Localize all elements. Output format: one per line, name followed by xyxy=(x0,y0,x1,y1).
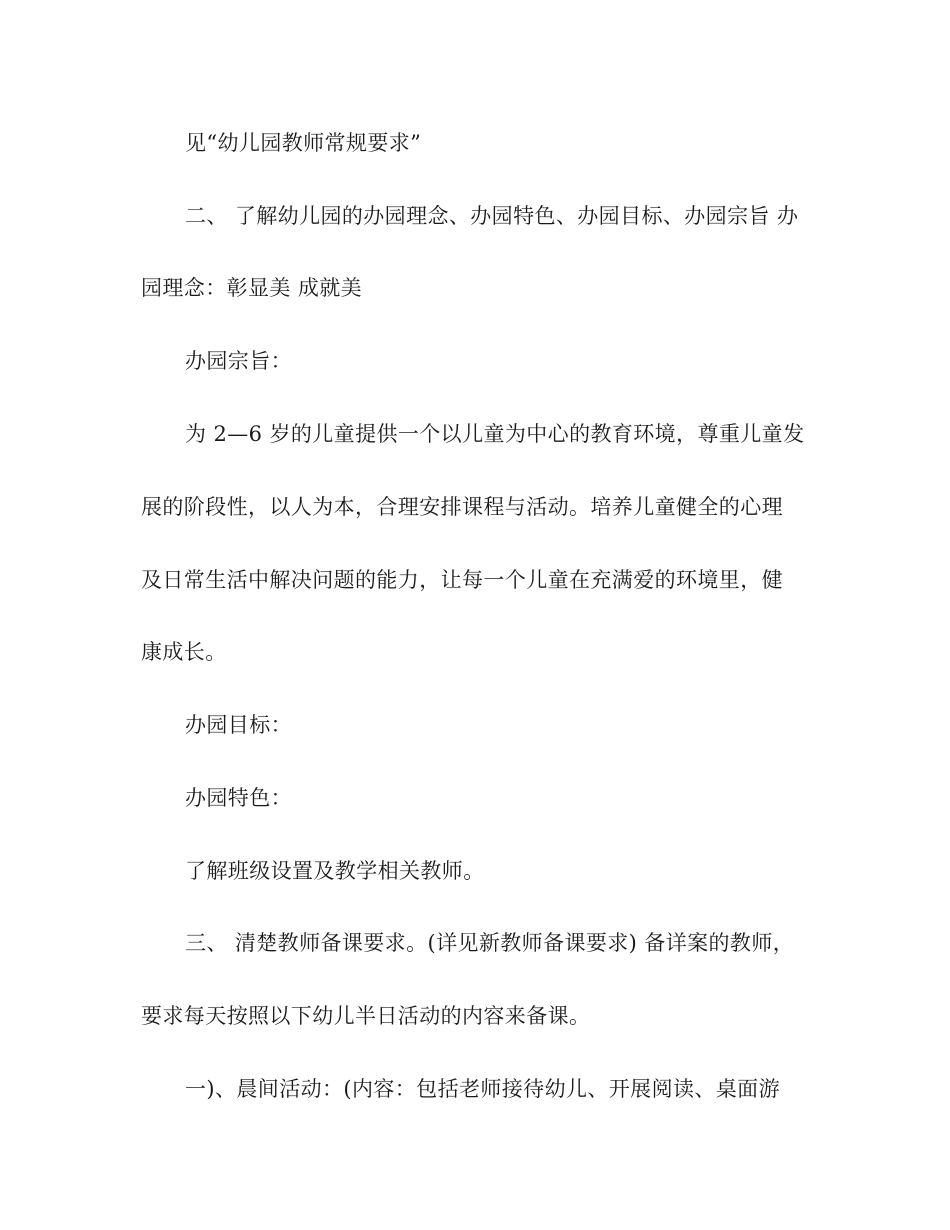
paragraph-line: 为 2—6 岁的儿童提供一个以儿童为中心的教育环境，尊重儿童发 xyxy=(185,422,805,446)
paragraph-line: 展的阶段性，以人为本，合理安排课程与活动。培养儿童健全的心理 xyxy=(141,495,783,519)
paragraph-line: 办园宗旨： xyxy=(185,349,292,373)
paragraph-line: 一)、晨间活动：(内容：包括老师接待幼儿、开展阅读、桌面游 xyxy=(185,1077,780,1101)
paragraph-line: 及日常生活中解决问题的能力，让每一个儿童在充满爱的环境里，健 xyxy=(141,568,783,592)
paragraph-line: 见“幼儿园教师常规要求” xyxy=(185,131,422,155)
section-heading-line: 二、 了解幼儿园的办园理念、办园特色、办园目标、办园宗旨 办 xyxy=(185,204,799,228)
paragraph-line: 园理念：彰显美 成就美 xyxy=(141,276,363,300)
section-heading-line: 三、 清楚教师备课要求。(详见新教师备课要求) 备详案的教师， xyxy=(185,931,795,955)
paragraph-line: 办园特色： xyxy=(185,786,292,810)
paragraph-line: 要求每天按照以下幼儿半日活动的内容来备课。 xyxy=(141,1004,591,1028)
paragraph-line: 了解班级设置及教学相关教师。 xyxy=(185,859,485,883)
paragraph-line: 康成长。 xyxy=(141,640,227,664)
paragraph-line: 办园目标： xyxy=(185,713,292,737)
